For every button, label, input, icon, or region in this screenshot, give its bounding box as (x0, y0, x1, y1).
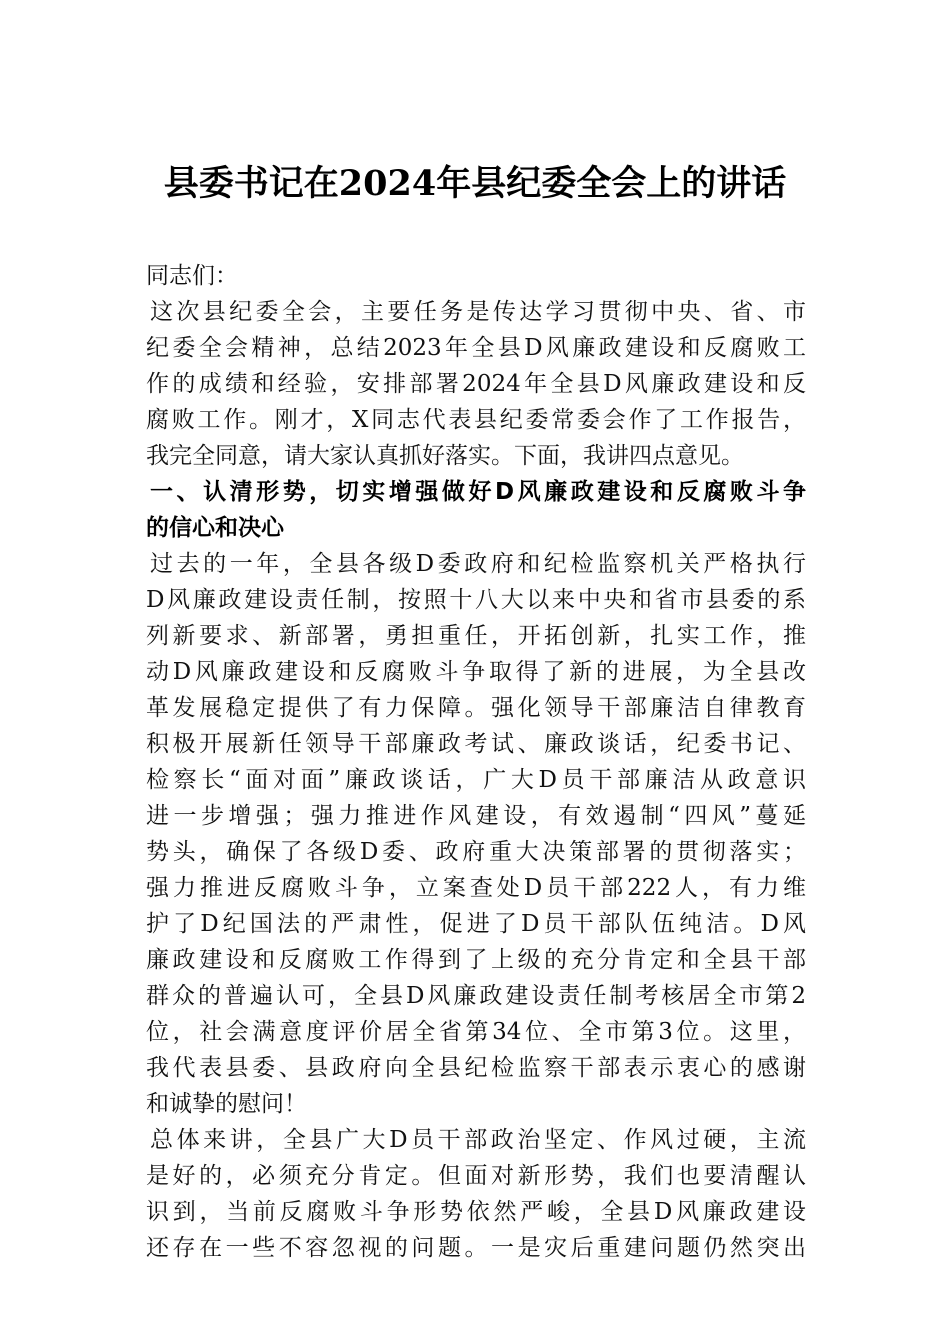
paragraph-line: 势头，确保了各级D委、政府重大决策部署的贯彻落实； (146, 839, 806, 865)
paragraph-line: 群众的普遍认可，全县D风廉政建设责任制考核居全市第2 (146, 983, 806, 1009)
paragraph-line: 过去的一年，全县各级D委政府和纪检监察机关严格执行 (150, 551, 806, 577)
paragraph-line: 动D风廉政建设和反腐败斗争取得了新的进展，为全县改 (146, 659, 806, 685)
paragraph-line: 和诚挚的慰问！ (146, 1091, 307, 1117)
section-heading-line: 一、认清形势，切实增强做好D风廉政建设和反腐败斗争 (150, 479, 806, 505)
paragraph-line: 纪委全会精神，总结2023年全县D风廉政建设和反腐败工 (146, 335, 806, 361)
paragraph-line: 同志们： (146, 263, 238, 289)
paragraph-line: 是好的，必须充分肯定。但面对新形势，我们也要清醒认 (146, 1163, 806, 1189)
section-heading-line: 的信心和决心 (146, 515, 284, 541)
paragraph-line: 强力推进反腐败斗争，立案查处D员干部222人，有力维 (146, 875, 806, 901)
paragraph-line: 我代表县委、县政府向全县纪检监察干部表示衷心的感谢 (146, 1055, 806, 1081)
paragraph-line: 检察长“面对面”廉政谈话，广大D员干部廉洁从政意识 (146, 767, 806, 793)
paragraph-line: 这次县纪委全会，主要任务是传达学习贯彻中央、省、市 (150, 299, 806, 325)
paragraph-line: 总体来讲，全县广大D员干部政治坚定、作风过硬，主流 (150, 1127, 806, 1153)
paragraph-line: 还存在一些不容忽视的问题。一是灾后重建问题仍然突出 (146, 1235, 806, 1261)
paragraph-line: 腐败工作。刚才，X同志代表县纪委常委会作了工作报告， (146, 407, 806, 433)
paragraph-line: D风廉政建设责任制，按照十八大以来中央和省市县委的系 (146, 587, 806, 613)
paragraph-line: 识到，当前反腐败斗争形势依然严峻，全县D风廉政建设 (146, 1199, 806, 1225)
paragraph-line: 积极开展新任领导干部廉政考试、廉政谈话，纪委书记、 (146, 731, 806, 757)
document-title: 县委书记在2024年县纪委全会上的讲话 (163, 163, 787, 204)
paragraph-line: 进一步增强；强力推进作风建设，有效遏制“四风”蔓延 (146, 803, 806, 829)
paragraph-line: 革发展稳定提供了有力保障。强化领导干部廉洁自律教育 (146, 695, 806, 721)
paragraph-line: 位，社会满意度评价居全省第34位、全市第3位。这里， (146, 1019, 806, 1045)
paragraph-line: 我完全同意，请大家认真抓好落实。下面，我讲四点意见。 (146, 443, 744, 469)
document-body (146, 258, 806, 1266)
paragraph-line: 廉政建设和反腐败工作得到了上级的充分肯定和全县干部 (146, 947, 806, 973)
paragraph-line: 列新要求、新部署，勇担重任，开拓创新，扎实工作，推 (146, 623, 806, 649)
paragraph-line: 护了D纪国法的严肃性，促进了D员干部队伍纯洁。D风 (146, 911, 806, 937)
paragraph-line: 作的成绩和经验，安排部署2024年全县D风廉政建设和反 (146, 371, 806, 397)
